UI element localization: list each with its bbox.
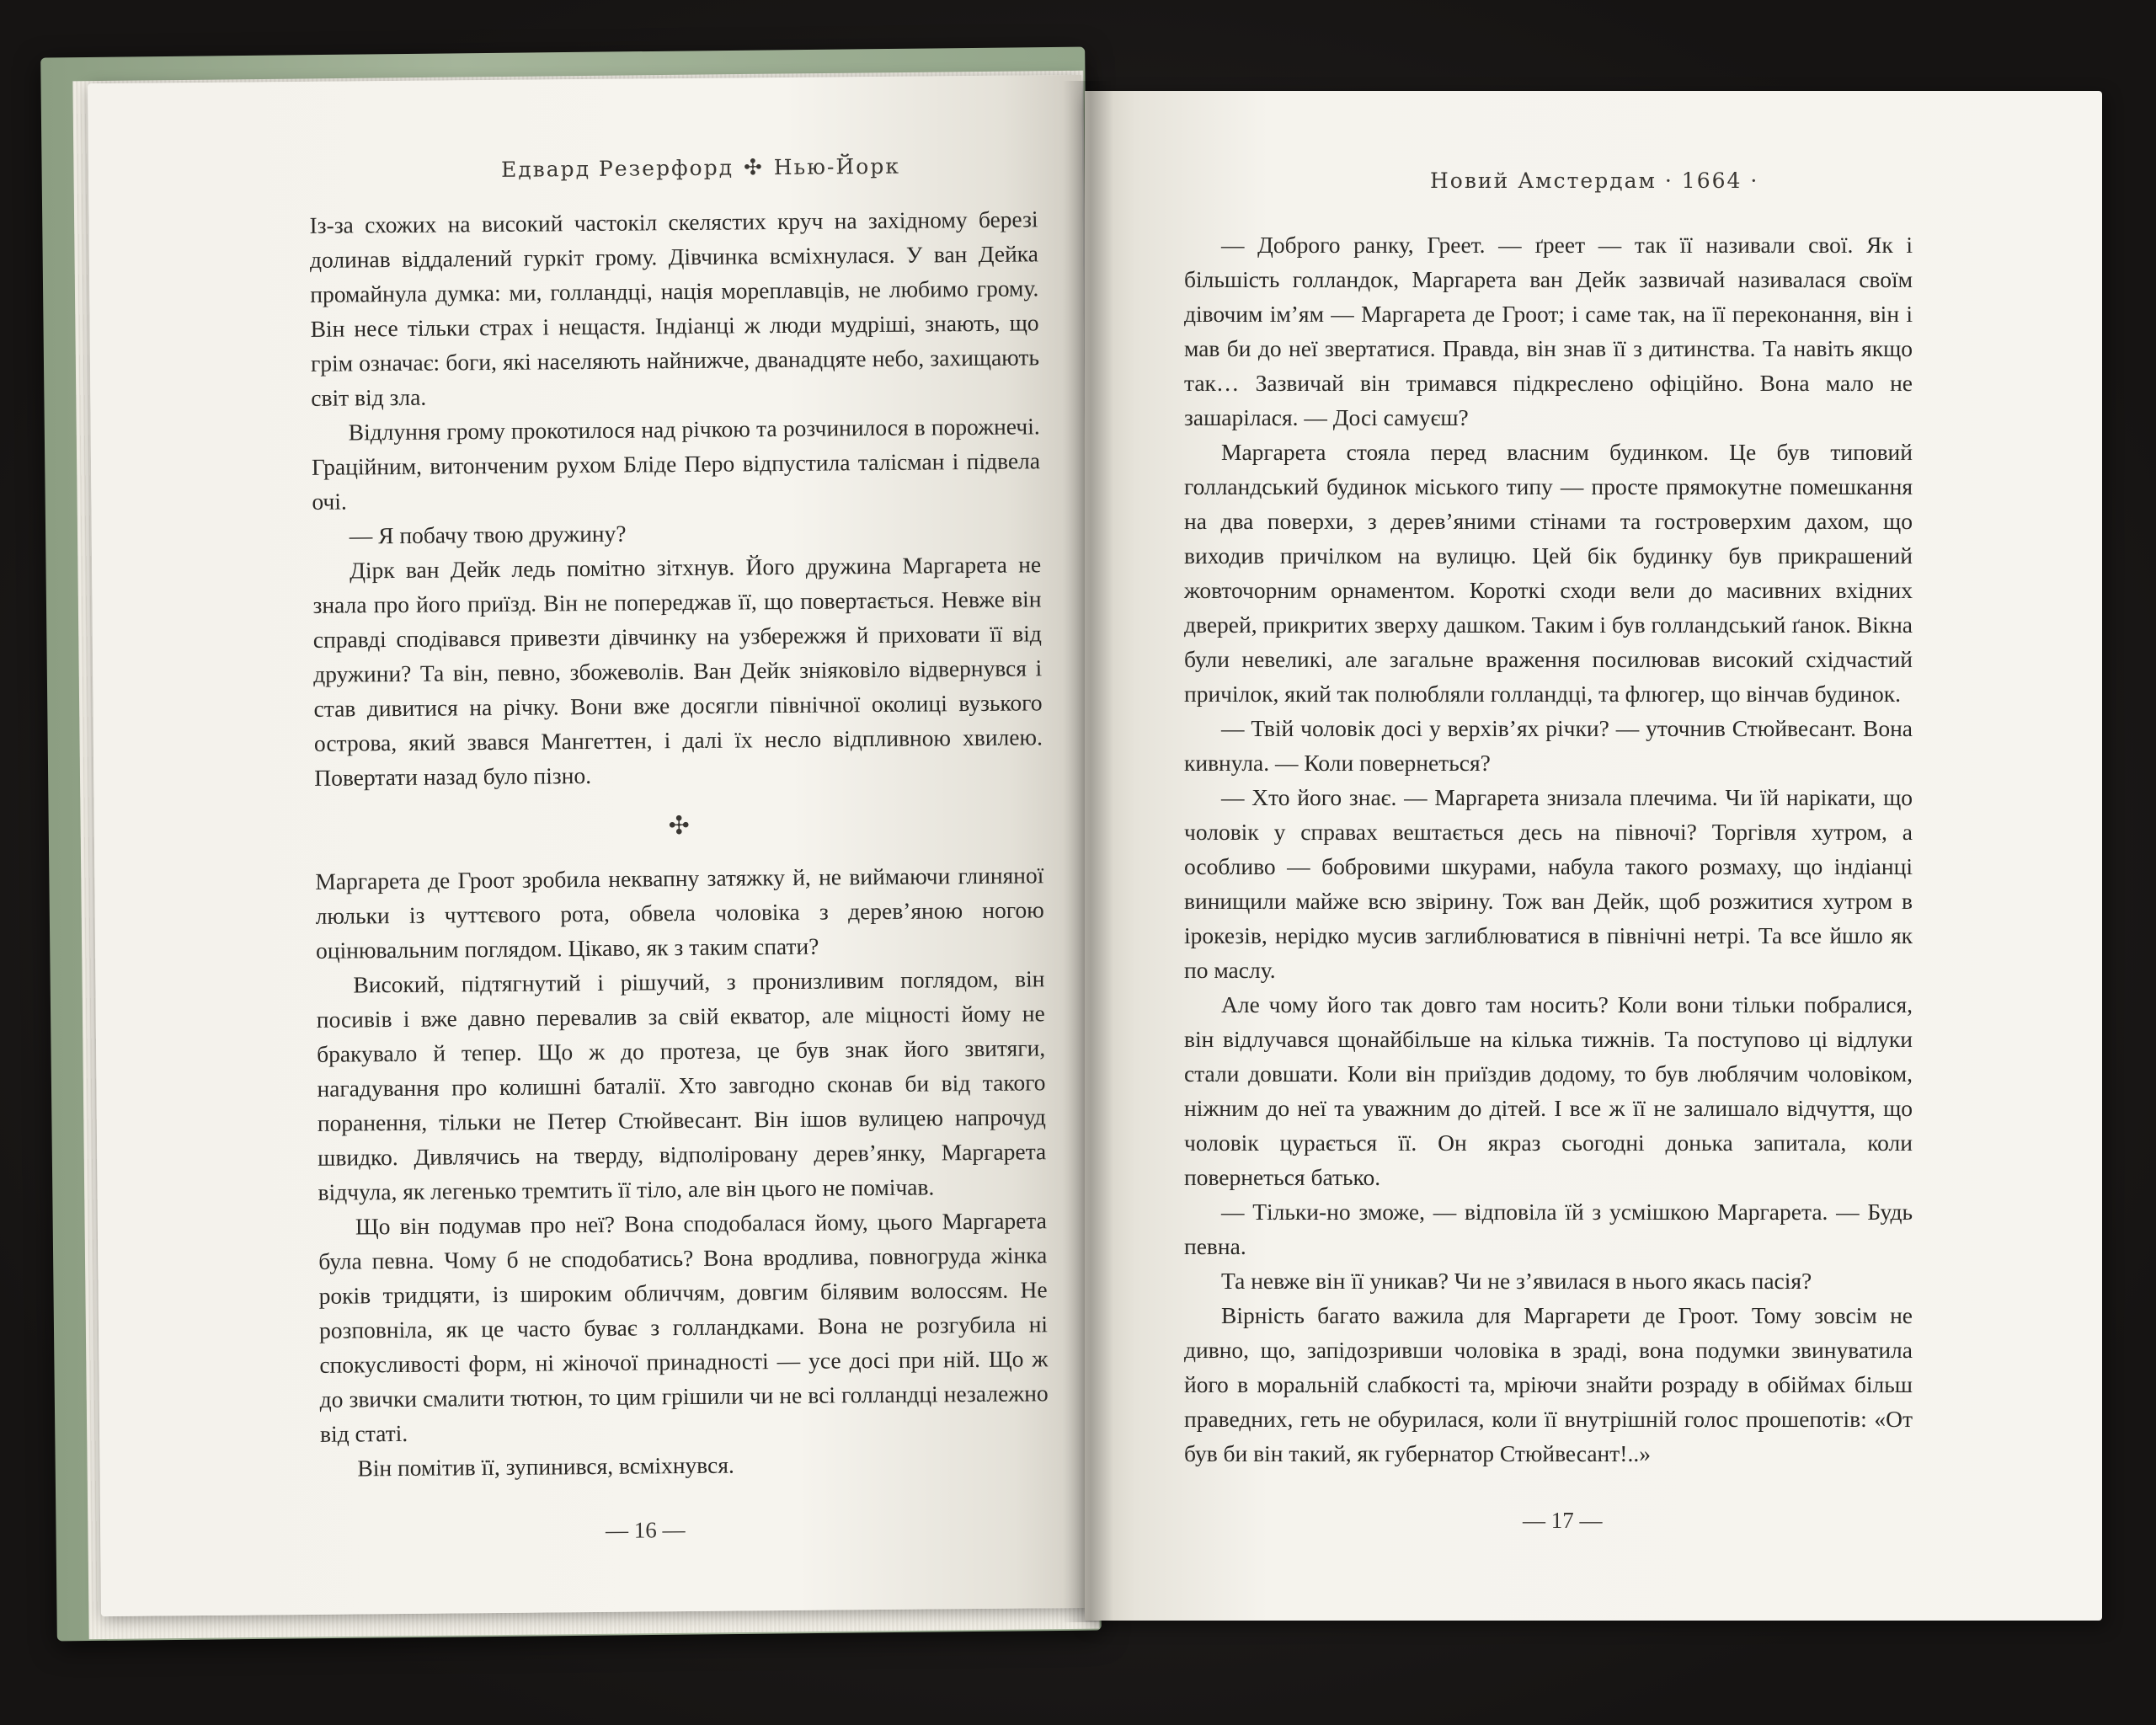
paragraph: Із-за схожих на високий частокіл скелястих круч на західному березі долинав віддалений гуркіт грому. Дівчинка всміхнулася. У ван Дейка промайнула думка: ми, голландці, нація мореплавців, не любимо грому. Він несе тільки страх і нещастя. Індіанці ж люди мудріші, знають, що грім означає: боги, які населяють найнижче, дванадцяте небо, захищають світ від зла. xyxy=(309,206,1040,411)
paragraph: Він помітив її, зупинився, всміхнувся. xyxy=(357,1451,734,1482)
section-break-ornament: ✣ xyxy=(668,811,691,841)
paragraph: Що він подумав про неї? Вона сподобалася йому, цього Маргарета була певна. Чому б не сподобатись? Вона вродлива, повногруда жінка років тридцяти, із широким обличчям, довгим білявим волоссям. Не розповніла, як це часто буває з голландками. Вона не розгубила ні спокусливості форм, ні жіночої принадності — усе досі при ній. Що ж до звички смалити тютюн, то цим грішили чи не всі голландці незалежно від статі. xyxy=(318,1207,1049,1447)
spine-gutter xyxy=(1063,81,1113,1622)
right-page xyxy=(1085,91,2102,1621)
paragraph: Відлуння грому прокотилося над річкою та розчинилося в порожнечі. Граційним, витонченим рухом Бліде Перо відпустила талісман і підвела очі. xyxy=(311,413,1041,515)
page-number: — 16 — xyxy=(605,1517,686,1543)
running-head-author: Едвард Резерфорд xyxy=(500,155,734,182)
right-running-head xyxy=(1430,168,1758,193)
paragraph: Маргарета стояла перед власним будинком. Це був типовий голландський будинок міського типу — просте прямокутне помешкання на два поверхи, з дерев’яними стінами та гостроверхим дахом, що виходив причілком на вулицю. Цей бік будинку був прикрашений жовточорним орнаментом. Короткі сходи вели до масивних вхідних дверей, прикритих зверху дашком. Таким і був голландський ґанок. Вікна були невеликі, але загальне враження посилював високий східчастий причілок, який так полюбляли голландці, та флюгер, що вінчав будинок. xyxy=(1184,439,1913,707)
paragraph: Високий, підтягнутий і рішучий, з пронизливим поглядом, він посивів і вже давно перевалив за свій екватор, але міцності йому не бракувало й тепер. Що ж до протеза, це був знак його звитяги, нагадування про колишні баталії. Хто завгодно сконав би від такого поранення, тільки не Петер Стюйвесант. Він ішов вулицею напрочуд швидко. Дивлячись на тверду, відполіровану дерев’янку, Маргарета відчула, як легенько тремтить її тіло, але він цього не помічав. xyxy=(316,965,1047,1205)
paragraph: — Я побачу твою дружину? xyxy=(349,520,627,549)
paragraph: — Доброго ранку, Греет. — ґреет — так її називали свої. Як і більшість голландок, Маргарета ван Дейк зазвичай називалася своїм дівочим ім’ям — Маргарета де Гроот; і саме так, на її переконання, він і мав би до неї звертатися. Правда, він знав її з дитинства. Та навіть якщо так… Зазвичай він тримався підкреслено офіційно. Вона мало не зашарілася. — Досі самуєш? xyxy=(1184,232,1913,430)
right-body-text xyxy=(1184,227,1913,1471)
left-body-text xyxy=(309,201,1049,1485)
paragraph: Але чому його так довго там носить? Коли вони тільки побралися, він відлучався щонайбільше на кілька тижнів. Та поступово ці відлуки стали довшати. Коли він приїздив додому, то був люблячим чоловіком, ніжним до неї та уважним до дітей. І все ж її не залишало відчуття, що чоловік цурається її. Он якраз сьогодні донька запитала, коли повернеться батько. xyxy=(1184,991,1913,1190)
left-page xyxy=(88,75,1095,1616)
running-head-year: · 1664 · xyxy=(1664,168,1759,193)
paragraph: Дірк ван Дейк ледь помітно зітхнув. Його дружина Маргарета не знала про його приїзд. Він не попереджав її, що повертається. Невже він справді сподівався привезти дівчинку на узбережжя й приховати її від дружини? Та він, певно, збожеволів. Ван Дейк зніяковіло відвернувся і став дивитися на річку. Вони вже досягли північної околиці вузького острова, який звався Мангеттен, і далі їх несло відпливною хвилею. Повертати назад було пізно. xyxy=(312,551,1043,791)
paragraph: Вірність багато важила для Маргарети де Гроот. Тому зовсім не дивно, що, запідозривши чоловіка в зраді, вона подумки звинуватила його в моральній слабкості та, мріючи знайти розраду в обіймах більш праведних, геть не обурилася, коли її внутрішній голос прошепотів: «От був би він такий, як губернатор Стюйвесант!..» xyxy=(1184,1302,1913,1466)
page-number: — 17 — xyxy=(1523,1508,1603,1533)
left-running-head xyxy=(501,154,900,183)
running-head-title: Нью-Йорк xyxy=(773,153,901,180)
paragraph: — Хто його знає. — Маргарета знизала плечима. Чи їй нарікати, що чоловік у справах вештається десь на півночі? Торгівля хутром, а особливо — бобровими шкурами, набула такого розмаху, що індіанці винищили майже всю звірину. Тож ван Дейк, щоб розжитися хутром в ірокезів, нерідко мусив заглиблюватися в північні нетрі. Та все йшло як по маслу. xyxy=(1184,784,1913,983)
paragraph: — Твій чоловік досі у верхів’ях річки? — уточнив Стюйвесант. Вона кивнула. — Коли повернеться? xyxy=(1184,715,1913,776)
paragraph: Маргарета де Гроот зробила неквапну затяжку й, не виймаючи глиняної люльки із чуттєвого рота, обвела чоловіка з дерев’яною ногою оцінювальним поглядом. Цікаво, як з таким спати? xyxy=(315,862,1044,964)
running-head-title: Новий Амстердам xyxy=(1430,168,1657,193)
paragraph: — Тільки-но зможе, — відповіла їй з усмішкою Маргарета. — Будь певна. xyxy=(1184,1199,1913,1259)
paragraph: Та невже він її уникав? Чи не з’явилася в нього якась пасія? xyxy=(1221,1268,1812,1294)
fleuron-ornament: ✣ xyxy=(743,155,764,181)
